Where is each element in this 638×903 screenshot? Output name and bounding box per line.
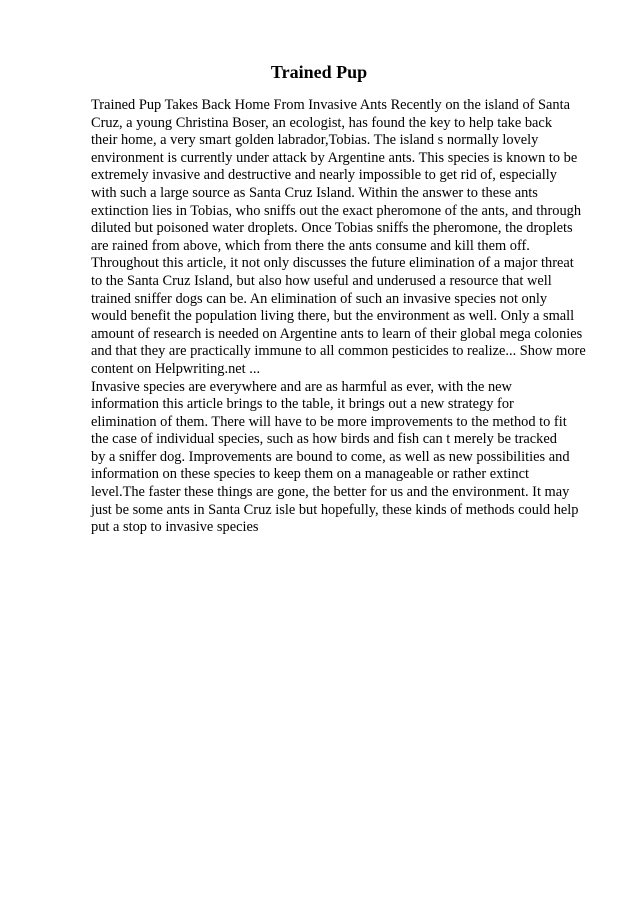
- body-line: amount of research is needed on Argentine ants to learn of their global mega colonies: [91, 325, 583, 342]
- body-line: are rained from above, which from there the ants consume and kill them off.: [91, 237, 530, 254]
- body-line: diluted but poisoned water droplets. Once Tobias sniffs the pheromone, the droplets: [91, 220, 573, 237]
- body-line: content on Helpwriting.net ...: [91, 360, 261, 377]
- body-line: environment is currently under attack by Argentine ants. This species is known to be: [91, 149, 578, 166]
- body-line: by a sniffer dog. Improvements are bound to come, as well as new possibilities and: [91, 448, 570, 465]
- body-line: information this article brings to the table, it brings out a new strategy for: [91, 396, 514, 413]
- body-line: put a stop to invasive species: [91, 519, 259, 536]
- body-line: extinction lies in Tobias, who sniffs out the exact pheromone of the ants, and through: [91, 202, 582, 219]
- body-line: and that they are practically immune to all common pesticides to realize... Show more: [91, 343, 586, 360]
- body-line: elimination of them. There will have to be more improvements to the method to fit: [91, 413, 567, 430]
- body-line: trained sniffer dogs can be. An elimination of such an invasive species not only: [91, 290, 548, 307]
- body-line: Trained Pup Takes Back Home From Invasive Ants Recently on the island of Santa: [91, 97, 571, 113]
- body-line: extremely invasive and destructive and nearly impossible to get rid of, especially: [91, 167, 557, 184]
- document-body: [91, 97, 611, 537]
- body-line: to the Santa Cruz Island, but also how useful and underused a resource that well: [91, 272, 552, 289]
- body-line: information on these species to keep them on a manageable or rather extinct: [91, 466, 529, 483]
- body-line: would benefit the population living there, but the environment as well. Only a small: [91, 308, 575, 325]
- body-line: their home, a very smart golden labrador,Tobias. The island s normally lovely: [91, 132, 539, 149]
- body-line: just be some ants in Santa Cruz isle but hopefully, these kinds of methods could help: [91, 501, 579, 518]
- body-line: Cruz, a young Christina Boser, an ecologist, has found the key to help take back: [91, 114, 553, 131]
- body-line: with such a large source as Santa Cruz Island. Within the answer to these ants: [91, 184, 538, 201]
- body-line: the case of individual species, such as how birds and fish can t merely be tracked: [91, 431, 557, 448]
- body-line: Throughout this article, it not only discusses the future elimination of a major threat: [91, 255, 574, 272]
- body-line: Invasive species are everywhere and are as harmful as ever, with the new: [91, 378, 512, 395]
- document-title: Trained Pup: [270, 62, 368, 82]
- body-line: level.The faster these things are gone, the better for us and the environment. It may: [91, 484, 570, 501]
